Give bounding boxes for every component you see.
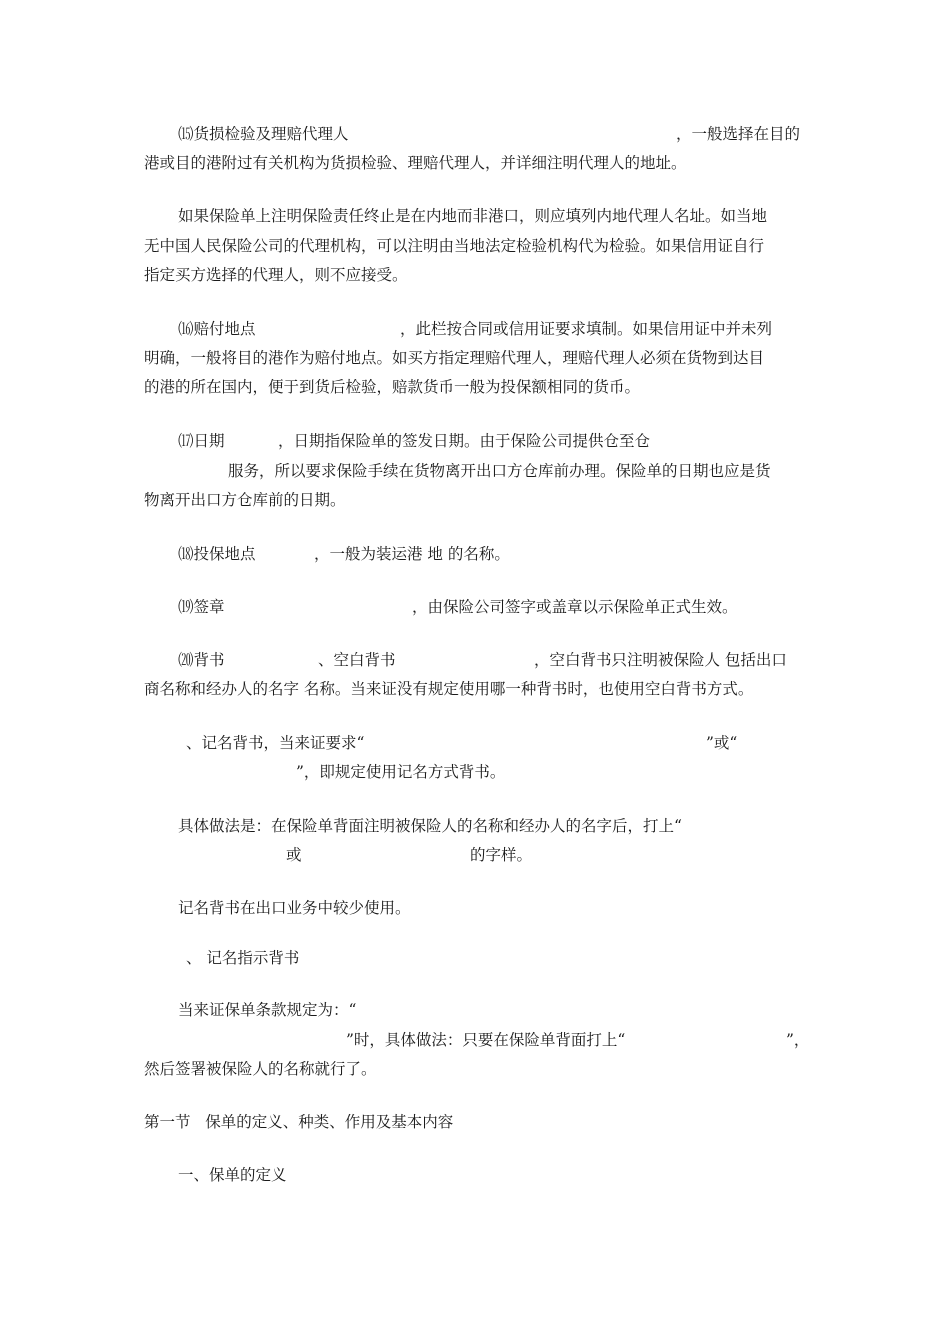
item-15-line2: 港或目的港附过有关机构为货损检验、理赔代理人，并详细注明代理人的地址。 — [144, 154, 687, 172]
item-18-tail: ，一般为装运港 地 的名称。 — [314, 545, 510, 563]
method-line2a: 或 — [286, 846, 302, 864]
item-20-line2: 商名称和经办人的名字 名称。当来证没有规定使用哪一种背书时，也使用空白背书方式。 — [144, 680, 754, 698]
named-order-heading: 、 记名指示背书 — [186, 949, 300, 967]
named-endorsement-line1a: 、记名背书，当来证要求“ — [186, 734, 365, 752]
item-16-label: ⒃赔付地点 — [178, 320, 256, 338]
item-19-tail: ，由保险公司签字或盖章以示保险单正式生效。 — [412, 598, 738, 616]
method-line1: 具体做法是：在保险单背面注明被保险人的名称和经办人的名字后，打上“ — [178, 817, 682, 835]
clause-line2b: ”， — [786, 1031, 810, 1049]
item-17-line2: 服务，所以要求保险手续在货物离开出口方仓库前办理。保险单的日期也应是货 — [228, 462, 771, 480]
item-18-label: ⒅投保地点 — [178, 545, 256, 563]
item-17-tail: ，日期指保险单的签发日期。由于保险公司提供仓至仓 — [278, 432, 651, 450]
rare-usage-line: 记名背书在出口业务中较少使用。 — [178, 899, 411, 917]
item-16-line3: 的港的所在国内，便于到货后检验，赔款货币一般为投保额相同的货币。 — [144, 378, 641, 396]
item-15-label: ⒂货损检验及理赔代理人 — [178, 125, 349, 143]
item-19-label: ⒆签章 — [178, 598, 225, 616]
item-20-tail: ，空白背书只注明被保险人 包括出口 — [534, 651, 787, 669]
section-heading: 第一节 保单的定义、种类、作用及基本内容 — [144, 1113, 454, 1131]
item-16-tail: ，此栏按合同或信用证要求填制。如果信用证中并未列 — [400, 320, 773, 338]
item-17-line3: 物离开出口方仓库前的日期。 — [144, 491, 346, 509]
item-15-tail: ，一般选择在目的 — [676, 125, 801, 143]
item-17-label: ⒄日期 — [178, 432, 225, 450]
clause-line2a: ”时，具体做法：只要在保险单背面打上“ — [346, 1031, 626, 1049]
agent-paragraph-line2: 无中国人民保险公司的代理机构，可以注明由当地法定检验机构代为检验。如果信用证自行 — [144, 237, 765, 255]
subsection-heading: 一、保单的定义 — [178, 1166, 287, 1184]
clause-line1: 当来证保单条款规定为：“ — [178, 1001, 357, 1019]
method-line2b: 的字样。 — [470, 846, 533, 864]
item-20-label: ⒇背书 — [178, 651, 225, 669]
named-endorsement-line2: ”，即规定使用记名方式背书。 — [296, 763, 506, 781]
item-20-mid: 、空白背书 — [318, 651, 396, 669]
agent-paragraph-line3: 指定买方选择的代理人，则不应接受。 — [144, 266, 408, 284]
agent-paragraph-line1: 如果保险单上注明保险责任终止是在内地而非港口，则应填列内地代理人名址。如当地 — [178, 207, 768, 225]
named-endorsement-line1b: ”或“ — [706, 734, 738, 752]
item-16-line2: 明确，一般将目的港作为赔付地点。如买方指定理赔代理人，理赔代理人必须在货物到达目 — [144, 349, 765, 367]
clause-line3: 然后签署被保险人的名称就行了。 — [144, 1060, 377, 1078]
